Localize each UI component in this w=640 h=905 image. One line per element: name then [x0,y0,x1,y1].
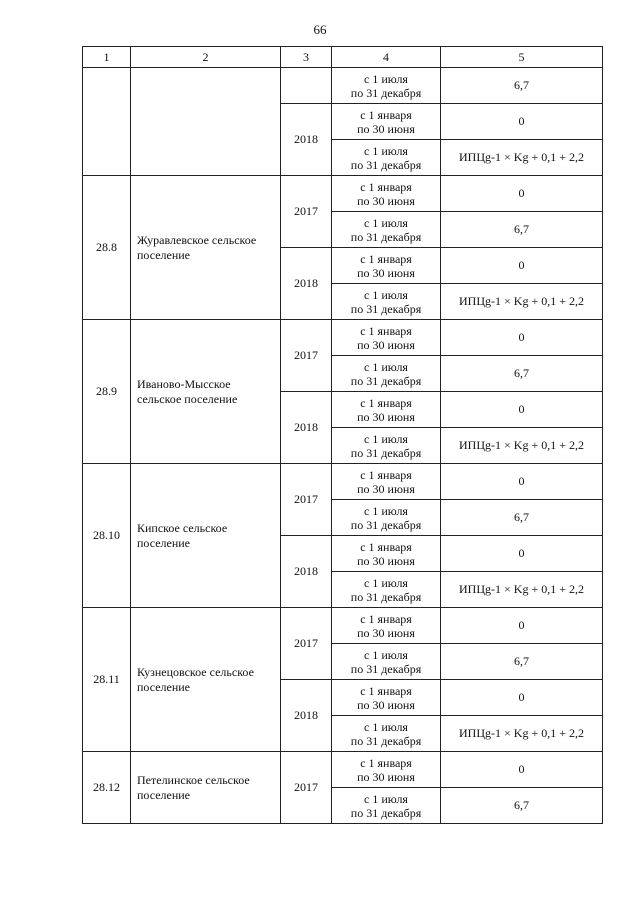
value-cell: 0 [441,248,603,284]
settlement-name: Кузнецовское сельское поселение [131,608,281,752]
year-cell: 2017 [281,176,332,248]
period-cell [332,500,441,536]
settlement-name: Иваново-Мысское сельское поселение [131,320,281,464]
period-end: по 31 декабря [350,373,422,388]
item-number: 28.9 [83,320,131,464]
header-col-4: 4 [332,47,441,68]
period-end: по 31 декабря [350,733,422,748]
period-cell [332,752,441,788]
value-cell: 6,7 [441,500,603,536]
year-cell [281,68,332,104]
period-start: с 1 января [360,755,412,770]
period-cell [332,608,441,644]
table-header [83,47,603,68]
period-end: по 30 июня [357,481,415,496]
settlement-name [131,68,281,176]
period-cell [332,788,441,824]
period-start: с 1 июля [364,359,408,374]
period-end: по 30 июня [357,337,415,352]
value-cell: 0 [441,752,603,788]
tariff-table [82,46,603,824]
year-cell: 2018 [281,392,332,464]
value-cell: 0 [441,392,603,428]
item-number [83,68,131,176]
table-body [83,68,603,824]
item-number: 28.8 [83,176,131,320]
period-start: с 1 января [360,683,412,698]
period-start: с 1 июля [364,143,408,158]
period-start: с 1 июля [364,215,408,230]
year-cell: 2018 [281,248,332,320]
table-row [83,68,603,104]
value-cell: ИПЦg-1 × Kg + 0,1 + 2,2 [441,716,603,752]
settlement-name: Петелинское сельское поселение [131,752,281,824]
period-start: с 1 июля [364,647,408,662]
value-cell: 0 [441,680,603,716]
period-cell [332,284,441,320]
period-end: по 31 декабря [350,85,422,100]
value-cell: ИПЦg-1 × Kg + 0,1 + 2,2 [441,284,603,320]
item-number: 28.12 [83,752,131,824]
period-end: по 30 июня [357,193,415,208]
table-row [83,608,603,644]
value-cell: 0 [441,536,603,572]
period-start: с 1 июля [364,287,408,302]
value-cell: 0 [441,320,603,356]
header-col-5: 5 [441,47,603,68]
period-start: с 1 января [360,179,412,194]
period-start: с 1 января [360,539,412,554]
header-row [83,47,603,68]
value-cell: 0 [441,464,603,500]
value-cell: 6,7 [441,212,603,248]
period-start: с 1 января [360,323,412,338]
period-cell [332,392,441,428]
period-end: по 31 декабря [350,157,422,172]
table-row [83,752,603,788]
period-end: по 30 июня [357,409,415,424]
period-end: по 30 июня [357,265,415,280]
settlement-name: Журавлевское сельское поселение [131,176,281,320]
period-end: по 30 июня [357,697,415,712]
year-cell: 2018 [281,104,332,176]
period-cell [332,140,441,176]
period-end: по 31 декабря [350,589,422,604]
period-start: с 1 июля [364,71,408,86]
year-cell: 2018 [281,680,332,752]
period-end: по 31 декабря [350,517,422,532]
period-cell [332,644,441,680]
period-cell [332,248,441,284]
header-col-3: 3 [281,47,332,68]
year-cell: 2018 [281,536,332,608]
period-end: по 31 декабря [350,229,422,244]
period-cell [332,212,441,248]
table-row [83,320,603,356]
period-cell [332,680,441,716]
period-end: по 30 июня [357,769,415,784]
value-cell: 6,7 [441,356,603,392]
period-start: с 1 июля [364,503,408,518]
value-cell: 0 [441,608,603,644]
item-number: 28.10 [83,464,131,608]
year-cell: 2017 [281,608,332,680]
value-cell: 6,7 [441,644,603,680]
period-start: с 1 июля [364,791,408,806]
period-end: по 31 декабря [350,805,422,820]
period-cell [332,572,441,608]
period-end: по 30 июня [357,121,415,136]
period-cell [332,716,441,752]
value-cell: 6,7 [441,68,603,104]
period-cell [332,176,441,212]
period-end: по 30 июня [357,553,415,568]
period-cell [332,464,441,500]
value-cell: ИПЦg-1 × Kg + 0,1 + 2,2 [441,140,603,176]
page-number: 66 [313,22,327,37]
period-start: с 1 июля [364,719,408,734]
value-cell: ИПЦg-1 × Kg + 0,1 + 2,2 [441,428,603,464]
year-cell: 2017 [281,752,332,824]
header-col-1: 1 [83,47,131,68]
header-col-2: 2 [131,47,281,68]
period-start: с 1 января [360,467,412,482]
period-end: по 31 декабря [350,661,422,676]
period-cell [332,320,441,356]
table-row [83,464,603,500]
period-cell [332,104,441,140]
period-start: с 1 июля [364,575,408,590]
period-end: по 31 декабря [350,445,422,460]
value-cell: 6,7 [441,788,603,824]
period-start: с 1 июля [364,431,408,446]
period-cell [332,428,441,464]
year-cell: 2017 [281,320,332,392]
year-cell: 2017 [281,464,332,536]
period-cell [332,536,441,572]
period-start: с 1 января [360,107,412,122]
settlement-name: Кипское сельское поселение [131,464,281,608]
value-cell: 0 [441,104,603,140]
period-start: с 1 января [360,395,412,410]
table-row [83,176,603,212]
period-cell [332,68,441,104]
period-end: по 31 декабря [350,301,422,316]
item-number: 28.11 [83,608,131,752]
value-cell: ИПЦg-1 × Kg + 0,1 + 2,2 [441,572,603,608]
period-end: по 30 июня [357,625,415,640]
period-cell [332,356,441,392]
period-start: с 1 января [360,611,412,626]
period-start: с 1 января [360,251,412,266]
value-cell: 0 [441,176,603,212]
